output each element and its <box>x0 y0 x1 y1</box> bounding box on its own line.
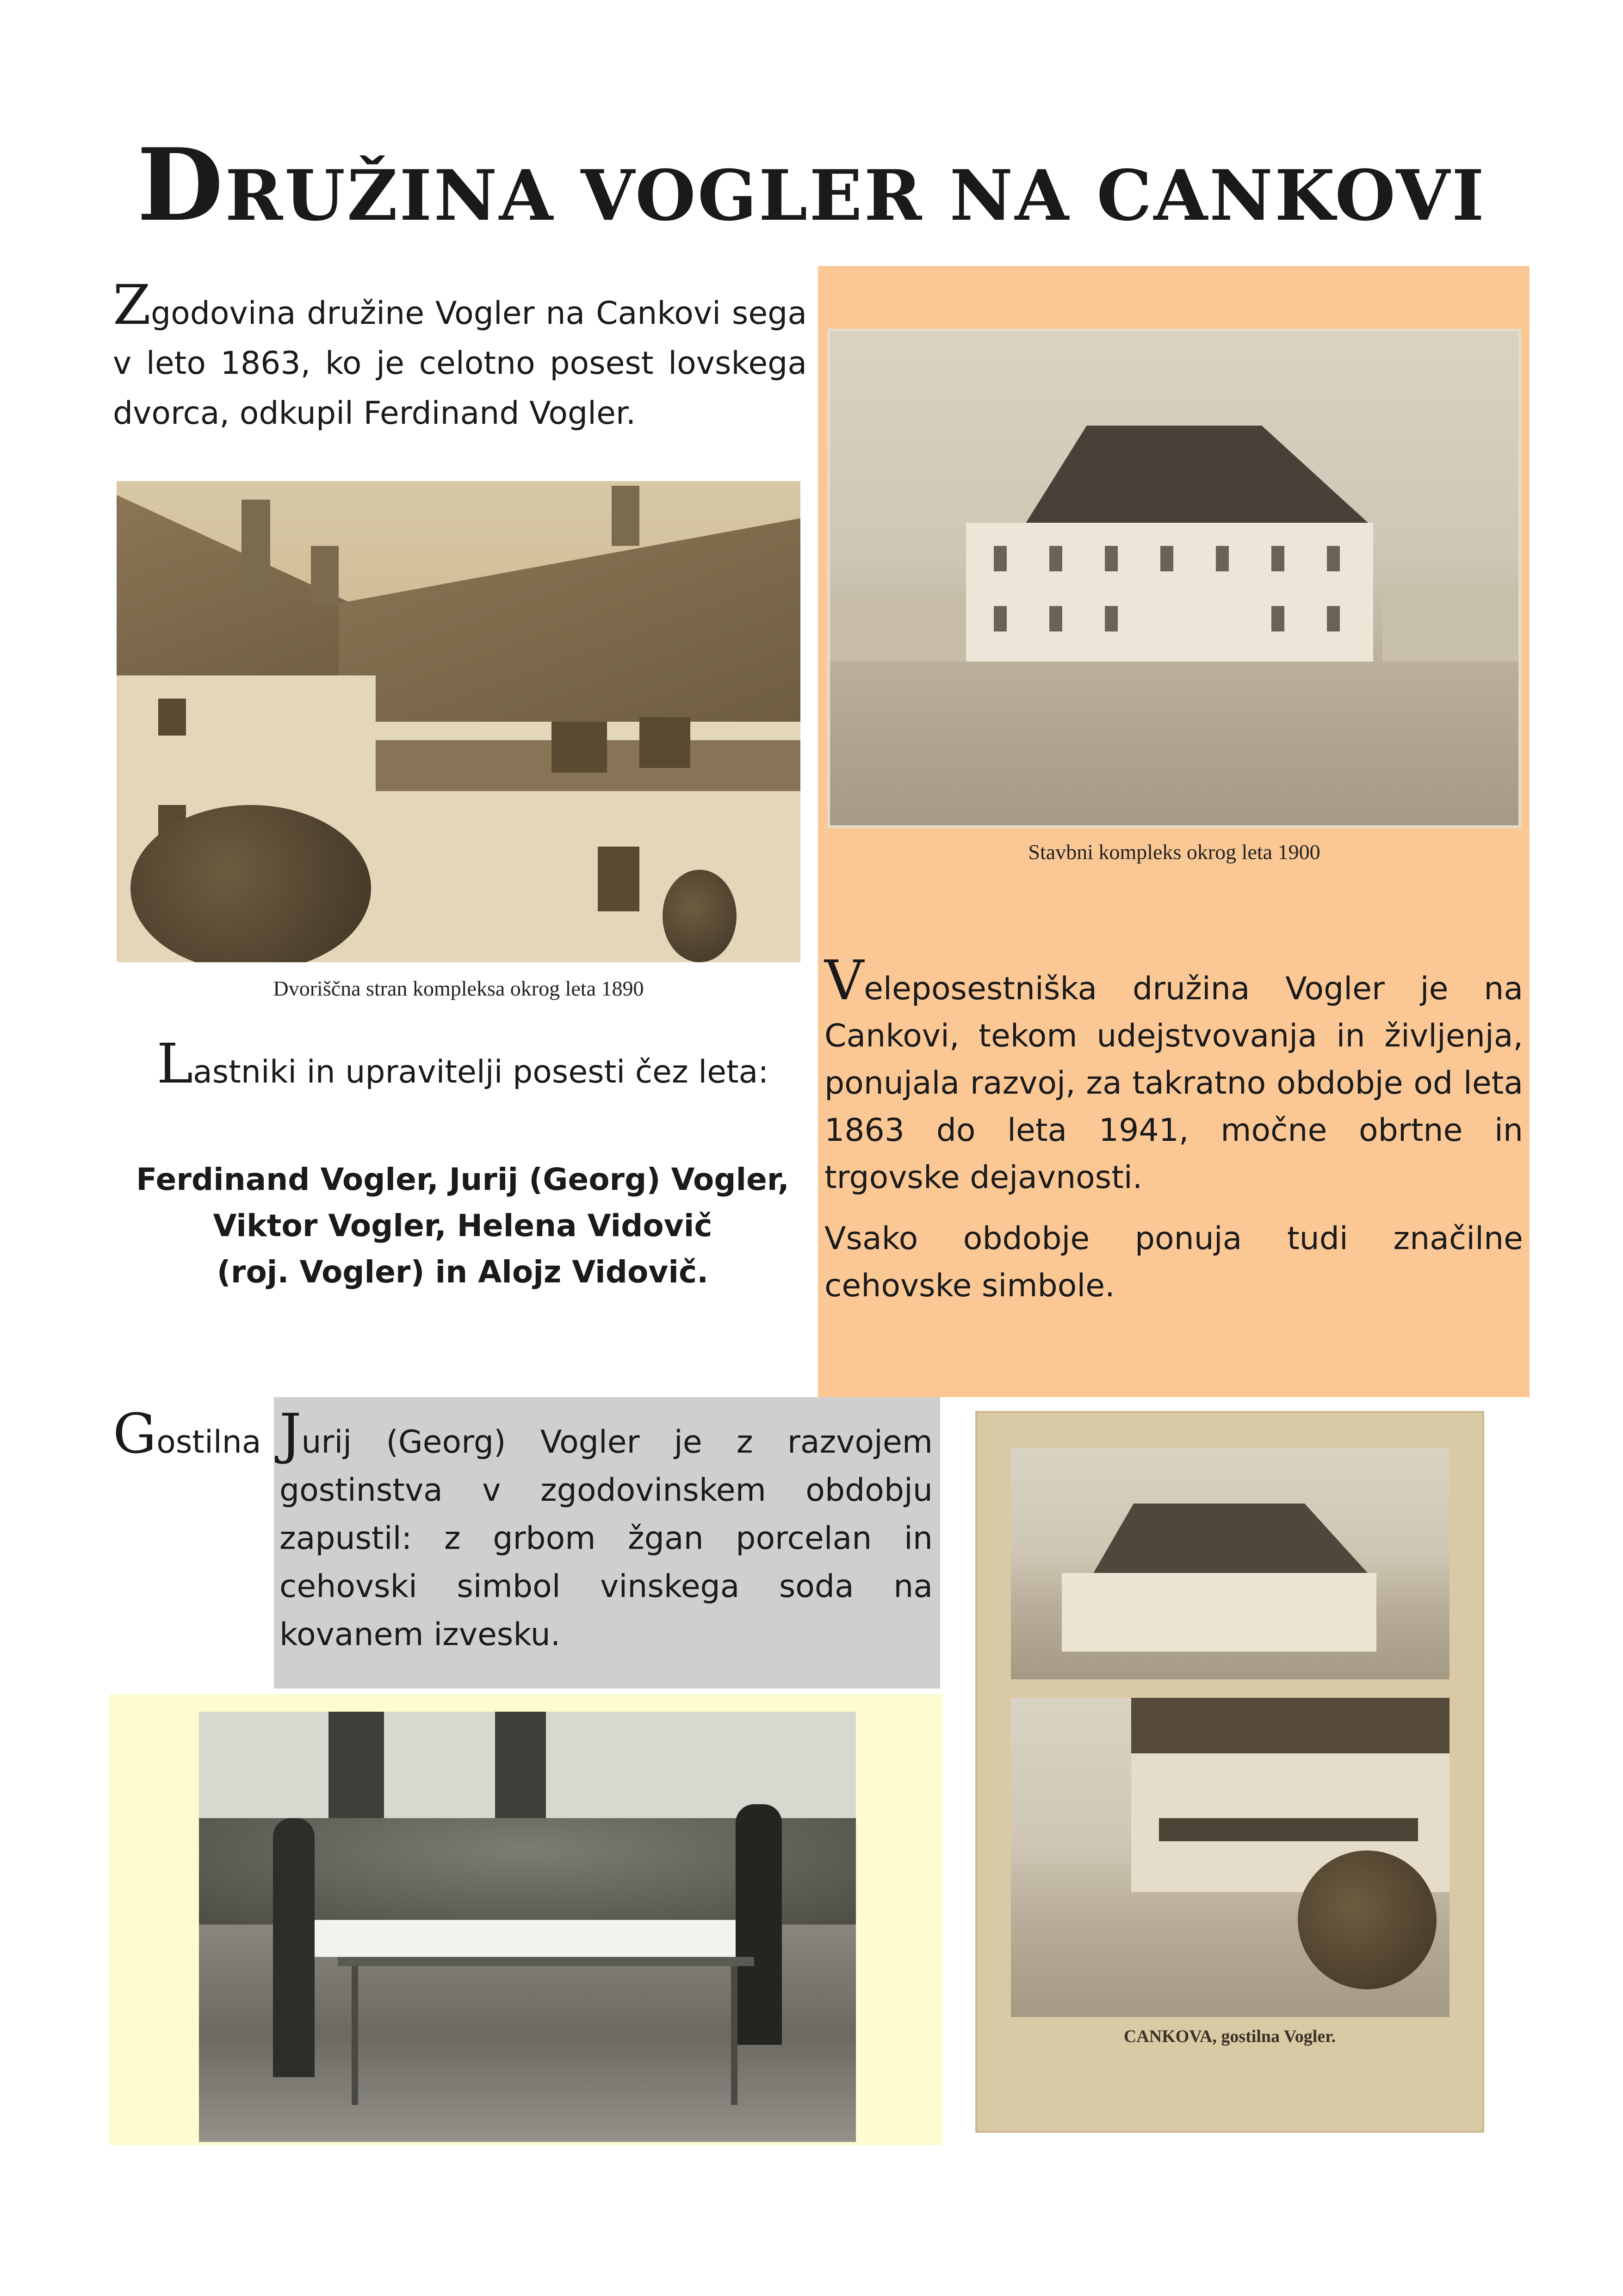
owners-list <box>116 1157 810 1295</box>
veleposest-text-1: eleposestniška družina Vogler je na Cankovi, tekom udejstvovanja in življenja, ponujala razvoj, za takratno obdobje od leta 1863 do leta 1941, močne obrtne in trgovske dejavnosti. <box>824 971 1523 1196</box>
postcard-top-photo <box>1011 1448 1450 1679</box>
page-title <box>0 126 1623 243</box>
veleposest-text-2: Vsako obdobje ponuja tudi značilne cehovske simbole. <box>824 1220 1523 1304</box>
building-photo-caption: Stavbni kompleks okrog leta 1900 <box>1028 840 1320 864</box>
family-photo <box>199 1712 856 2142</box>
owners-heading-text: astniki in upravitelji posesti čez leta: <box>193 1054 769 1090</box>
owners-line-1: Ferdinand Vogler, Jurij (Georg) Vogler, <box>136 1162 789 1197</box>
courtyard-photo <box>117 481 800 962</box>
courtyard-photo-caption: Dvoriščna stran kompleksa okrog leta 1890 <box>273 977 644 1000</box>
gostilna-label-text: ostilna <box>156 1424 261 1461</box>
owners-line-3: (roj. Vogler) in Alojz Vidovič. <box>217 1254 709 1290</box>
intro-text: godovina družine Vogler na Cankovi sega v leto 1863, ko je celotno posest lovskega dvorca, odkupil Ferdinand Vogler. <box>113 295 807 432</box>
owners-heading <box>116 1032 810 1095</box>
title-initial: D <box>137 126 225 243</box>
veleposest-paragraph <box>824 948 1523 1324</box>
gostilna-label <box>113 1402 261 1468</box>
gostilna-text: urij (Georg) Vogler je z razvojem gostinstva v zgodovinskem obdobju zapustil: z grbom žgan porcelan in cehovski simbol vinskega soda na kovanem izvesku. <box>279 1424 933 1653</box>
intro-initial: Z <box>113 273 151 337</box>
intro-paragraph <box>113 273 807 439</box>
gostilna-label-initial: G <box>113 1402 157 1466</box>
postcard-bottom-photo <box>1011 1698 1450 2017</box>
owners-line-2: Viktor Vogler, Helena Vidovič <box>213 1208 712 1244</box>
postcard-caption: CANKOVA, gostilna Vogler. <box>1123 2027 1336 2046</box>
veleposest-paragraph-1 <box>824 948 1523 1201</box>
title-rest: RUŽINA VOGLER NA CANKOVI <box>225 155 1486 236</box>
veleposest-initial: V <box>824 948 864 1012</box>
gostilna-initial: J <box>279 1402 302 1466</box>
gostilna-paragraph <box>279 1402 933 1659</box>
owners-heading-initial: L <box>156 1032 193 1095</box>
building-photo-frame <box>827 328 1521 828</box>
